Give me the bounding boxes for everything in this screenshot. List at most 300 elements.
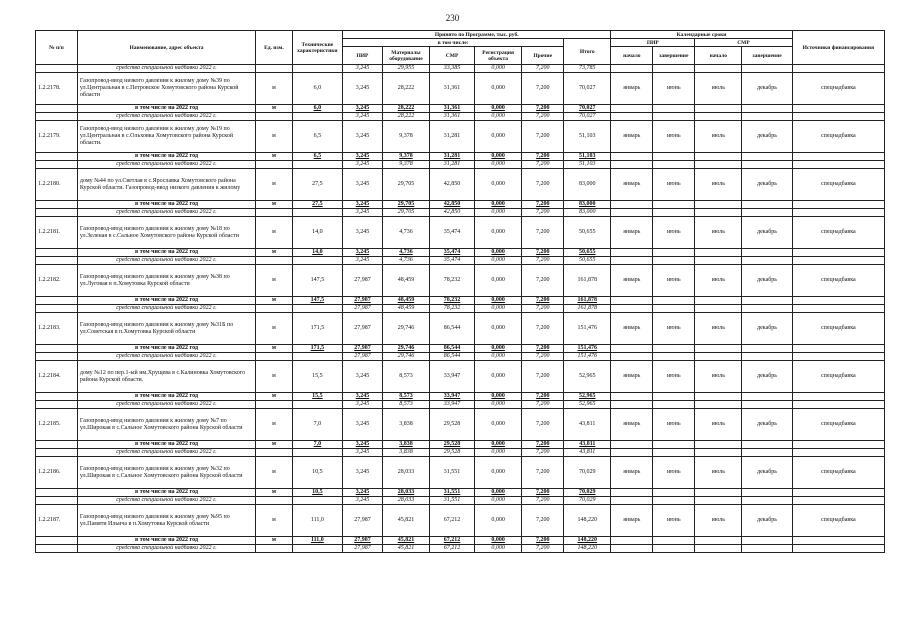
object-tech: 147,5 xyxy=(292,265,342,297)
object-tech: 14,0 xyxy=(292,217,342,249)
object-name: Газопровод-ввод низкого давления к жилому дому №32 по ул.Широкая в с.Сальное Хомутовского района Курской области xyxy=(77,457,255,489)
object-other: 7,200 xyxy=(522,73,564,105)
fund-fund-label: средства специальной надбавки 2022 г. xyxy=(77,401,255,409)
funding-source: спецнадбавка xyxy=(792,409,884,441)
object-other: 7,200 xyxy=(522,265,564,297)
year-subtotal-row xyxy=(36,441,885,449)
pir-header: ПИР xyxy=(343,47,383,65)
calendar-header: Календарные сроки xyxy=(611,31,792,39)
subtotal-reg: 0,000 xyxy=(475,153,522,161)
object-total: 161,878 xyxy=(564,265,611,297)
fund-smr: 78,232 xyxy=(430,305,475,313)
subtotal-total: 52,965 xyxy=(564,393,611,401)
fund-reg: 0,000 xyxy=(475,545,522,553)
smr-end-header: завершение xyxy=(742,47,792,65)
fund-fund-label: средства специальной надбавки 2022 г. xyxy=(77,113,255,121)
fund-other: 7,200 xyxy=(522,449,564,457)
pir-start-header: начало xyxy=(611,47,653,65)
smr-header: СМР xyxy=(430,47,475,65)
subtotal-incl-label: в том числе на 2022 год xyxy=(77,537,255,545)
object-other: 7,200 xyxy=(522,217,564,249)
object-unit: м xyxy=(256,457,293,489)
funding-source: спецнадбавка xyxy=(792,73,884,105)
pir-start: январь xyxy=(611,409,653,441)
object-total: 151,476 xyxy=(564,313,611,345)
object-materials: 29,746 xyxy=(382,313,429,345)
subtotal-pir: 3,245 xyxy=(343,105,383,113)
fund-fund-label: средства специальной надбавки 2022 г. xyxy=(77,305,255,313)
fund-row xyxy=(36,401,885,409)
subtotal-other: 7,200 xyxy=(522,297,564,305)
subtotal-mat: 29,705 xyxy=(382,201,429,209)
object-smr: 29,528 xyxy=(430,409,475,441)
subtotal-smr: 31,281 xyxy=(430,153,475,161)
subtotal-pir: 27,987 xyxy=(343,537,383,545)
smr-end: декабрь xyxy=(742,217,792,249)
object-registration: 0,000 xyxy=(475,313,522,345)
fund-fund-label: средства специальной надбавки 2022 г. xyxy=(77,353,255,361)
fund-total: 50,655 xyxy=(564,257,611,265)
pir-end: июнь xyxy=(653,73,695,105)
fund-row xyxy=(36,353,885,361)
subtotal-mat: 29,746 xyxy=(382,345,429,353)
fund-row xyxy=(36,161,885,169)
smr-start: июль xyxy=(695,169,742,201)
object-smr: 33,947 xyxy=(430,361,475,393)
subtotal-unit: м xyxy=(256,201,293,209)
object-total: 70,027 xyxy=(564,73,611,105)
fund-row xyxy=(36,113,885,121)
object-total: 43,811 xyxy=(564,409,611,441)
fund-mat: 29,705 xyxy=(382,209,429,217)
fund-other: 7,200 xyxy=(522,65,564,73)
fund-fund-label: средства специальной надбавки 2022 г. xyxy=(77,545,255,553)
object-other: 7,200 xyxy=(522,313,564,345)
year-subtotal-row xyxy=(36,345,885,353)
fund-row xyxy=(36,65,885,73)
object-registration: 0,000 xyxy=(475,121,522,153)
subtotal-smr: 35,474 xyxy=(430,249,475,257)
fund-mat: 28,222 xyxy=(382,113,429,121)
year-subtotal-row xyxy=(36,201,885,209)
subtotal-other: 7,200 xyxy=(522,489,564,497)
subtotal-pir: 3,245 xyxy=(343,201,383,209)
subtotal-mat: 4,736 xyxy=(382,249,429,257)
pir-start: январь xyxy=(611,217,653,249)
subtotal-reg: 0,000 xyxy=(475,297,522,305)
object-registration: 0,000 xyxy=(475,217,522,249)
fund-fund-label: средства специальной надбавки 2022 г. xyxy=(77,257,255,265)
object-registration: 0,000 xyxy=(475,169,522,201)
funding-source: спецнадбавка xyxy=(792,313,884,345)
subtotal-incl-label: в том числе на 2022 год xyxy=(77,345,255,353)
object-name: Газопровод-ввод низкого давления к жилому дому №7 по ул.Широкая в с.Сальное Хомутовского района Курской области xyxy=(77,409,255,441)
subtotal-unit: м xyxy=(256,441,293,449)
object-row xyxy=(36,505,885,537)
object-registration: 0,000 xyxy=(475,73,522,105)
year-subtotal-row xyxy=(36,393,885,401)
fund-other: 7,200 xyxy=(522,161,564,169)
object-row xyxy=(36,169,885,201)
fund-reg: 0,000 xyxy=(475,497,522,505)
year-subtotal-row xyxy=(36,489,885,497)
object-smr: 42,850 xyxy=(430,169,475,201)
funding-source: спецнадбавка xyxy=(792,121,884,153)
object-registration: 0,000 xyxy=(475,505,522,537)
other-header: Прочие xyxy=(522,47,564,65)
object-name: дому №44 по ул.Светлая в с.Ярославка Хомутовского района Курской области. Газопровод-ввод низкого давления к жилому xyxy=(77,169,255,201)
subtotal-total: 51,103 xyxy=(564,153,611,161)
smr-start-header: начало xyxy=(695,47,742,65)
col-name-header: Наименование, адрес объекта xyxy=(77,31,255,65)
subtotal-mat: 48,459 xyxy=(382,297,429,305)
subtotal-pir: 27,987 xyxy=(343,345,383,353)
object-materials: 9,378 xyxy=(382,121,429,153)
object-materials: 45,821 xyxy=(382,505,429,537)
fund-row xyxy=(36,449,885,457)
object-tech: 171,5 xyxy=(292,313,342,345)
subtotal-unit: м xyxy=(256,537,293,545)
pir-end: июнь xyxy=(653,409,695,441)
object-registration: 0,000 xyxy=(475,265,522,297)
fund-row xyxy=(36,545,885,553)
fund-mat: 9,378 xyxy=(382,161,429,169)
pir-start: январь xyxy=(611,121,653,153)
object-row xyxy=(36,265,885,297)
object-total: 52,965 xyxy=(564,361,611,393)
object-index: 1.2.2182. xyxy=(36,265,78,297)
subtotal-tech: 27,5 xyxy=(292,201,342,209)
object-materials: 48,459 xyxy=(382,265,429,297)
fund-total: 43,811 xyxy=(564,449,611,457)
smr-start: июль xyxy=(695,121,742,153)
fund-pir: 3,245 xyxy=(343,209,383,217)
funding-source: спецнадбавка xyxy=(792,361,884,393)
object-index: 1.2.2184. xyxy=(36,361,78,393)
year-subtotal-row xyxy=(36,249,885,257)
year-subtotal-row xyxy=(36,105,885,113)
subtotal-mat: 8,573 xyxy=(382,393,429,401)
pir-start: январь xyxy=(611,361,653,393)
fund-smr: 31,361 xyxy=(430,113,475,121)
program-table xyxy=(35,30,885,553)
materials-header: Материалы оборудование xyxy=(382,47,429,65)
subtotal-unit: м xyxy=(256,345,293,353)
subtotal-pir: 3,245 xyxy=(343,153,383,161)
object-smr: 67,212 xyxy=(430,505,475,537)
fund-reg: 0,000 xyxy=(475,209,522,217)
object-name: дому №12 по пер.1-ый им.Хрущева в с.Калиновка Хомутовского района Курской области. xyxy=(77,361,255,393)
fund-pir: 3,245 xyxy=(343,257,383,265)
funding-source: спецнадбавка xyxy=(792,265,884,297)
smr-start: июль xyxy=(695,217,742,249)
fund-mat: 29,746 xyxy=(382,353,429,361)
smr-start: июль xyxy=(695,361,742,393)
fund-smr: 42,850 xyxy=(430,209,475,217)
subtotal-reg: 0,000 xyxy=(475,489,522,497)
subtotal-pir: 3,245 xyxy=(343,393,383,401)
object-smr: 35,474 xyxy=(430,217,475,249)
object-tech: 6,5 xyxy=(292,121,342,153)
subtotal-smr: 42,850 xyxy=(430,201,475,209)
fund-pir: 3,245 xyxy=(343,113,383,121)
object-name: Газопровод-ввод низкого давления к жилому дому №18 по ул.Зеленая в с.Сальное Хомутовского района Курской области xyxy=(77,217,255,249)
pir-end: июнь xyxy=(653,169,695,201)
subtotal-mat: 3,838 xyxy=(382,441,429,449)
object-pir: 3,245 xyxy=(343,457,383,489)
object-index: 1.2.2180. xyxy=(36,169,78,201)
object-pir: 3,245 xyxy=(343,217,383,249)
object-pir: 3,245 xyxy=(343,121,383,153)
fund-row xyxy=(36,497,885,505)
object-materials: 3,838 xyxy=(382,409,429,441)
fund-pir: 27,987 xyxy=(343,545,383,553)
total-header: Итого xyxy=(564,39,611,65)
subtotal-smr: 86,544 xyxy=(430,345,475,353)
object-name: Газопровод-ввод низкого давления к жилому дому №38 по ул.Луговая в п.Хомутовка Курской области xyxy=(77,265,255,297)
object-pir: 27,987 xyxy=(343,265,383,297)
object-index: 1.2.2187. xyxy=(36,505,78,537)
fund-fund-label: средства специальной надбавки 2022 г. xyxy=(77,161,255,169)
page-number: 230 xyxy=(445,13,460,23)
object-name: Газопровод-ввод низкого давления к жилому дому №95 по ул.Памяти Ильича в п.Хомутовка Курской области xyxy=(77,505,255,537)
object-row xyxy=(36,73,885,105)
fund-mat: 45,821 xyxy=(382,545,429,553)
fund-total: 148,220 xyxy=(564,545,611,553)
object-materials: 8,573 xyxy=(382,361,429,393)
fund-pir: 27,987 xyxy=(343,353,383,361)
object-index: 1.2.2183. xyxy=(36,313,78,345)
fund-mat: 3,838 xyxy=(382,449,429,457)
fund-pir: 27,987 xyxy=(343,305,383,313)
funding-source: спецнадбавка xyxy=(792,457,884,489)
subtotal-total: 50,655 xyxy=(564,249,611,257)
object-name: Газопровод-ввод низкого давления к жилому дому №19 по ул.Центральная в с.Ольховка Хомутовского района Курской области. xyxy=(77,121,255,153)
fund-pir: 3,245 xyxy=(343,161,383,169)
object-tech: 111,0 xyxy=(292,505,342,537)
pir-start: январь xyxy=(611,265,653,297)
subtotal-tech: 111,0 xyxy=(292,537,342,545)
fund-total: 83,000 xyxy=(564,209,611,217)
smr-end: декабрь xyxy=(742,73,792,105)
subtotal-tech: 6,5 xyxy=(292,153,342,161)
object-unit: м xyxy=(256,361,293,393)
object-row xyxy=(36,409,885,441)
fund-fund-label: средства специальной надбавки 2022 г. xyxy=(77,449,255,457)
object-pir: 3,245 xyxy=(343,409,383,441)
fund-fund-label: средства специальной надбавки 2022 г. xyxy=(77,497,255,505)
fund-other: 7,200 xyxy=(522,497,564,505)
fund-other: 7,200 xyxy=(522,305,564,313)
smr-end: декабрь xyxy=(742,361,792,393)
fund-smr: 67,212 xyxy=(430,545,475,553)
object-row xyxy=(36,361,885,393)
fund-total: 151,476 xyxy=(564,353,611,361)
subtotal-tech: 147,5 xyxy=(292,297,342,305)
subtotal-tech: 15,5 xyxy=(292,393,342,401)
subtotal-unit: м xyxy=(256,393,293,401)
funding-source: спецнадбавка xyxy=(792,169,884,201)
subtotal-total: 70,029 xyxy=(564,489,611,497)
object-unit: м xyxy=(256,265,293,297)
object-smr: 31,551 xyxy=(430,457,475,489)
fund-total: 51,103 xyxy=(564,161,611,169)
object-registration: 0,000 xyxy=(475,361,522,393)
subtotal-incl-label: в том числе на 2022 год xyxy=(77,489,255,497)
fund-smr: 33,385 xyxy=(430,65,475,73)
object-smr: 86,544 xyxy=(430,313,475,345)
subtotal-other: 7,200 xyxy=(522,345,564,353)
fund-other: 7,200 xyxy=(522,209,564,217)
subtotal-reg: 0,000 xyxy=(475,537,522,545)
object-unit: м xyxy=(256,73,293,105)
fund-mat: 4,736 xyxy=(382,257,429,265)
object-other: 7,200 xyxy=(522,121,564,153)
subtotal-other: 7,200 xyxy=(522,105,564,113)
object-total: 70,029 xyxy=(564,457,611,489)
object-tech: 15,5 xyxy=(292,361,342,393)
subtotal-other: 7,200 xyxy=(522,201,564,209)
fund-smr: 31,281 xyxy=(430,161,475,169)
subtotal-mat: 28,222 xyxy=(382,105,429,113)
subtotal-smr: 78,232 xyxy=(430,297,475,305)
subtotal-pir: 27,987 xyxy=(343,297,383,305)
fund-other: 7,200 xyxy=(522,545,564,553)
subtotal-reg: 0,000 xyxy=(475,105,522,113)
pir-start: январь xyxy=(611,169,653,201)
subtotal-incl-label: в том числе на 2022 год xyxy=(77,105,255,113)
col-tech-header: Технические характеристики xyxy=(292,31,342,65)
object-index: 1.2.2186. xyxy=(36,457,78,489)
object-unit: м xyxy=(256,217,293,249)
table-body xyxy=(36,65,885,553)
object-row xyxy=(36,121,885,153)
subtotal-total: 148,220 xyxy=(564,537,611,545)
subtotal-mat: 9,378 xyxy=(382,153,429,161)
fund-pir: 3,245 xyxy=(343,497,383,505)
subtotal-reg: 0,000 xyxy=(475,441,522,449)
subtotal-pir: 3,245 xyxy=(343,249,383,257)
fund-pir: 3,245 xyxy=(343,449,383,457)
subtotal-incl-label: в том числе на 2022 год xyxy=(77,441,255,449)
pir-end: июнь xyxy=(653,505,695,537)
object-materials: 29,705 xyxy=(382,169,429,201)
object-total: 50,655 xyxy=(564,217,611,249)
object-name: Газопровод-ввод низкого давления к жилому дому №39 по ул.Центральная в с.Петровское Хомутовского района Курской области xyxy=(77,73,255,105)
pir-start: январь xyxy=(611,73,653,105)
subtotal-reg: 0,000 xyxy=(475,201,522,209)
object-index: 1.2.2178. xyxy=(36,73,78,105)
pir-end: июнь xyxy=(653,361,695,393)
fund-total: 70,027 xyxy=(564,113,611,121)
object-name: Газопровод-ввод низкого давления к жилому дому №31Б по ул.Советская в п.Хомутовка Курской области xyxy=(77,313,255,345)
subtotal-reg: 0,000 xyxy=(475,249,522,257)
subtotal-tech: 6,0 xyxy=(292,105,342,113)
smr-end: декабрь xyxy=(742,169,792,201)
fund-mat: 48,459 xyxy=(382,305,429,313)
object-unit: м xyxy=(256,505,293,537)
registration-header: Регистрация объекта xyxy=(475,47,522,65)
object-smr: 31,281 xyxy=(430,121,475,153)
year-subtotal-row xyxy=(36,537,885,545)
fund-reg: 0,000 xyxy=(475,353,522,361)
cal-smr-header: СМР xyxy=(695,39,792,47)
fund-pir: 3,245 xyxy=(343,401,383,409)
fund-row xyxy=(36,305,885,313)
fund-mat: 8,573 xyxy=(382,401,429,409)
subtotal-incl-label: в том числе на 2022 год xyxy=(77,201,255,209)
object-materials: 4,736 xyxy=(382,217,429,249)
fund-other: 7,200 xyxy=(522,401,564,409)
object-smr: 78,232 xyxy=(430,265,475,297)
smr-start: июль xyxy=(695,409,742,441)
smr-end: декабрь xyxy=(742,121,792,153)
subtotal-incl-label: в том числе на 2022 год xyxy=(77,297,255,305)
subtotal-other: 7,200 xyxy=(522,153,564,161)
pir-start: январь xyxy=(611,505,653,537)
subtotal-tech: 14,0 xyxy=(292,249,342,257)
object-pir: 27,987 xyxy=(343,505,383,537)
object-other: 7,200 xyxy=(522,505,564,537)
fund-smr: 86,544 xyxy=(430,353,475,361)
fund-pir: 3,245 xyxy=(343,65,383,73)
pir-end: июнь xyxy=(653,457,695,489)
accepted-header: Принято по Программе, тыс. руб. xyxy=(343,31,611,39)
pir-end: июнь xyxy=(653,121,695,153)
fund-other: 7,200 xyxy=(522,257,564,265)
fund-reg: 0,000 xyxy=(475,257,522,265)
subtotal-unit: м xyxy=(256,489,293,497)
object-pir: 3,245 xyxy=(343,361,383,393)
subtotal-tech: 10,5 xyxy=(292,489,342,497)
fund-other: 7,200 xyxy=(522,113,564,121)
fund-mat: 28,033 xyxy=(382,497,429,505)
fund-smr: 35,474 xyxy=(430,257,475,265)
object-other: 7,200 xyxy=(522,409,564,441)
subtotal-incl-label: в том числе на 2022 год xyxy=(77,393,255,401)
incl-header: в том числе: xyxy=(343,39,564,47)
subtotal-smr: 31,361 xyxy=(430,105,475,113)
subtotal-unit: м xyxy=(256,153,293,161)
smr-end: декабрь xyxy=(742,505,792,537)
object-total: 148,220 xyxy=(564,505,611,537)
sources-header: Источники финансирования xyxy=(792,31,884,65)
object-materials: 28,222 xyxy=(382,73,429,105)
object-pir: 3,245 xyxy=(343,73,383,105)
pir-end: июнь xyxy=(653,217,695,249)
fund-total: 73,785 xyxy=(564,65,611,73)
object-pir: 3,245 xyxy=(343,169,383,201)
object-tech: 27,5 xyxy=(292,169,342,201)
object-other: 7,200 xyxy=(522,169,564,201)
object-other: 7,200 xyxy=(522,361,564,393)
object-tech: 7,0 xyxy=(292,409,342,441)
subtotal-reg: 0,000 xyxy=(475,393,522,401)
subtotal-incl-label: в том числе на 2022 год xyxy=(77,153,255,161)
subtotal-pir: 3,245 xyxy=(343,489,383,497)
subtotal-smr: 29,528 xyxy=(430,441,475,449)
fund-total: 70,029 xyxy=(564,497,611,505)
smr-start: июль xyxy=(695,505,742,537)
smr-start: июль xyxy=(695,313,742,345)
object-unit: м xyxy=(256,121,293,153)
smr-end: декабрь xyxy=(742,265,792,297)
object-materials: 28,033 xyxy=(382,457,429,489)
fund-reg: 0,000 xyxy=(475,113,522,121)
smr-end: декабрь xyxy=(742,313,792,345)
fund-reg: 0,000 xyxy=(475,449,522,457)
subtotal-incl-label: в том числе на 2022 год xyxy=(77,249,255,257)
